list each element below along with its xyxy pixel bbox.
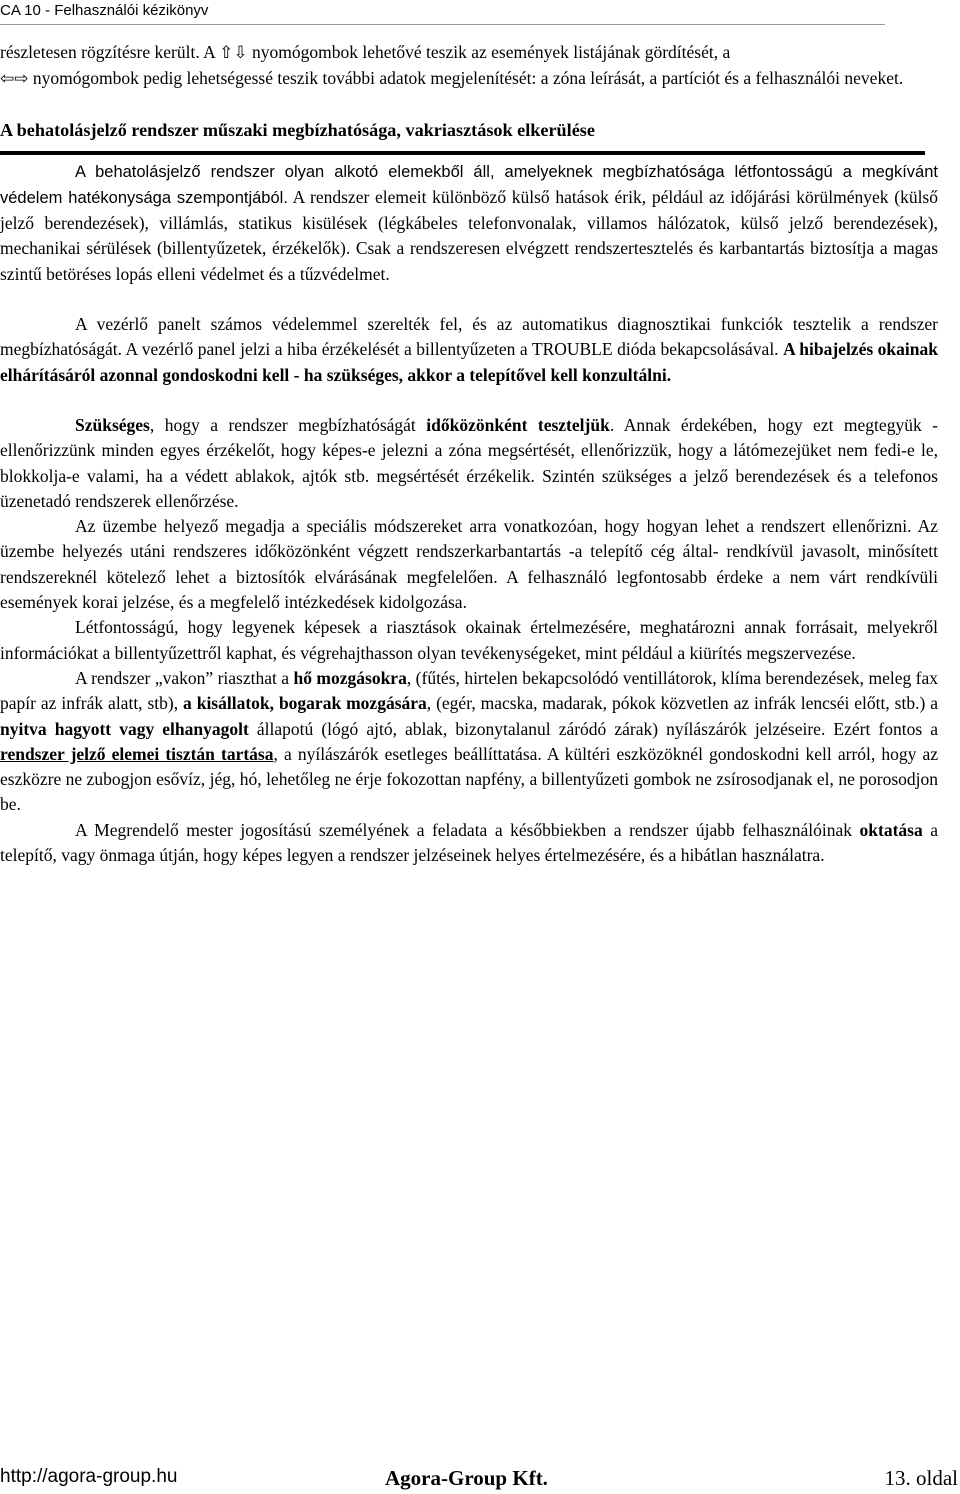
- paragraph-testing: [0, 413, 938, 514]
- paragraph-false-alarms-underlined: rendszer jelző elemei tisztán tartása: [0, 743, 274, 764]
- paragraph-testing-text-a: , hogy a rendszer megbízhatóságát: [149, 414, 427, 435]
- paragraph-training-text-c: a telepítő, vagy önmaga útján, hogy képes legyen a rendszer jelzéseinek helyes értelmezésére, és a hibátlan használatra.: [0, 819, 938, 866]
- paragraph-false-alarms-text-f: , a nyílászárók esetleges beállíttatása. A kültéri eszközöknél gondoskodni kell arról, hogy az eszközre ne zubogjon esővíz, jég, hó, lehetőleg ne érje fokozottan napfény, a billentyűzeti gombok ne zsírosodjanak el, ne porosodjon be.: [0, 743, 939, 815]
- paragraph-testing-bold2: időközönként teszteljük: [426, 414, 610, 435]
- intro-paragraph: [0, 40, 938, 93]
- arrow-down-icon: ⇩: [233, 43, 248, 63]
- spacer: [0, 388, 938, 413]
- paragraph-testing-text-b: . Annak érdekében, hogy ezt megtegyük - ellenőrizzünk minden egyes érzékelőt, hogy képes-e jelezni a zóna megsértését, ellenőrizzük, hogy a látómezejüket nem fedi-e le, blokkolja-e valami, ha a védett ablakok, ajtók stb. megsértését érzékelik. Szintén szükséges a jelző berendezések és a telefonos üzenetadó rendszerek ellenőrzése.: [0, 414, 938, 511]
- arrow-left-icon: ⇦: [0, 69, 15, 90]
- arrow-up-icon: ⇧: [219, 43, 234, 63]
- paragraph-false-alarms-text-a: A rendszer „vakon” riaszthat a: [75, 667, 294, 688]
- intro-text-a: részletesen rögzítésre került. A: [0, 42, 220, 62]
- paragraph-false-alarms-bold3: nyitva hagyott vagy elhanyagolt: [0, 718, 249, 739]
- paragraph-false-alarms-text-c: , (fűtés, hirtelen bekapcsolódó ventillátorok, klíma berendezések, meleg fax papír az infrák alatt, stb),: [0, 667, 939, 714]
- paragraph-control-panel-text: A vezérlő panelt számos védelemmel szerelték fel, és az automatikus diagnosztikai funkciók tesztelik a rendszer megbízhatóságát. A vezérlő panel jelzi a hiba érzékelését a billentyűzeten a TROUBLE dióda bekapcsolásával.: [0, 314, 938, 360]
- intro-text-c: nyomógombok pedig lehetségessé teszik további adatok megjelenítését: a zóna leírását, a partíciót és a felhasználói neveket.: [28, 68, 904, 89]
- page-footer: [0, 1466, 960, 1494]
- spacer: [0, 287, 938, 312]
- heading-divider: [0, 151, 925, 155]
- paragraph-alarm-causes: Létfontosságú, hogy legyenek képesek a riasztások okainak értelmezésére, meghatározni annak forrásait, melyekről információkat a billentyűzettről kaphat, és végrehajthasson olyan tevékenységeket, mint például a kiürítés megszervezése.: [0, 617, 938, 663]
- arrow-right-icon: ⇨: [14, 69, 29, 90]
- page-number: 13. oldal: [884, 1466, 958, 1490]
- paragraph-reliability: [0, 159, 938, 287]
- page-header: [0, 0, 960, 26]
- paragraph-false-alarms-text-e: állapotú (lógó ajtó, ablak, bizonytalanul záródó zárak) nyílászárók jelzéseire. Ezért fontos a: [248, 718, 938, 739]
- paragraph-false-alarms-bold2: a kisállatok, bogarak mozgására: [183, 693, 427, 714]
- paragraph-control-panel-bold: A hibajelzés okainak elhárításáról azonnal gondoskodni kell - ha szükséges, akkor a telepítővel kell konzultálni.: [0, 339, 938, 385]
- paragraph-false-alarms: [0, 666, 938, 818]
- paragraph-testing-bold1: Szükséges: [75, 414, 150, 435]
- paragraph-reliability-serif: A rendszer elemeit különböző külső hatások érik, például az időjárási körülmények (külső jelző berendezések), villámlás, statikus kisülések (légkábeles telefonvonalak, villamos hálózatok, külső jelző berendezések), mechanikai sérülések (billentyűzetek, érzékelők). Csak a rendszeresen elvégzett rendszertesztelés és karbantartás biztosítja a magas szintű betöréses lopás elleni védelmet és a tűzvédelmet.: [0, 186, 938, 284]
- paragraph-installer: Az üzembe helyező megadja a speciális módszereket arra vonatkozóan, hogy hogyan lehet a rendszert ellenőrizni. Az üzembe helyezés utáni rendszeres időközönként végzett rendszerkarbantartás -a telepítő cég által- rendkívül javasolt, minősített rendszereknél kötelező lehet a biztosítók elvárásának megfelelően. A felhasználó legfontosabb érdeke a nem várt rendkívüli események korai jelzése, és a megfelelő intézkedések kidolgozása.: [0, 516, 938, 613]
- spacer: [0, 93, 938, 118]
- paragraph-false-alarms-bold1: hő mozgásokra: [293, 667, 407, 688]
- paragraph-training-text-a: A Megrendelő mester jogosítású személyének a feladata a későbbiekben a rendszer újabb felhasználóinak: [75, 819, 860, 840]
- paragraph-control-panel: [0, 312, 938, 388]
- paragraph-reliability-sans: A behatolásjelző rendszer olyan alkotó elemekből áll, amelyeknek megbízhatósága létfontosságú a megkívánt védelem hatékonysága szempontjából.: [0, 162, 938, 207]
- paragraph-training-bold: oktatása: [859, 819, 923, 840]
- paragraph-training: [0, 818, 938, 869]
- section-heading: A behatolásjelző rendszer műszaki megbízhatósága, vakriasztások elkerülése: [0, 119, 595, 140]
- document-title: CA 10 - Felhasználói kézikönyv: [0, 2, 209, 19]
- footer-url: http://agora-group.hu: [0, 1466, 178, 1487]
- intro-text-b: nyomógombok lehetővé teszik az események listájának gördítését, a: [247, 42, 731, 62]
- paragraph-false-alarms-text-d: , (egér, macska, madarak, pókok közvetlen az infrák lencséi előtt, stb.) a: [426, 693, 938, 714]
- header-divider: [0, 24, 885, 25]
- page-content: [0, 40, 938, 868]
- footer-company: Agora-Group Kft.: [385, 1466, 548, 1490]
